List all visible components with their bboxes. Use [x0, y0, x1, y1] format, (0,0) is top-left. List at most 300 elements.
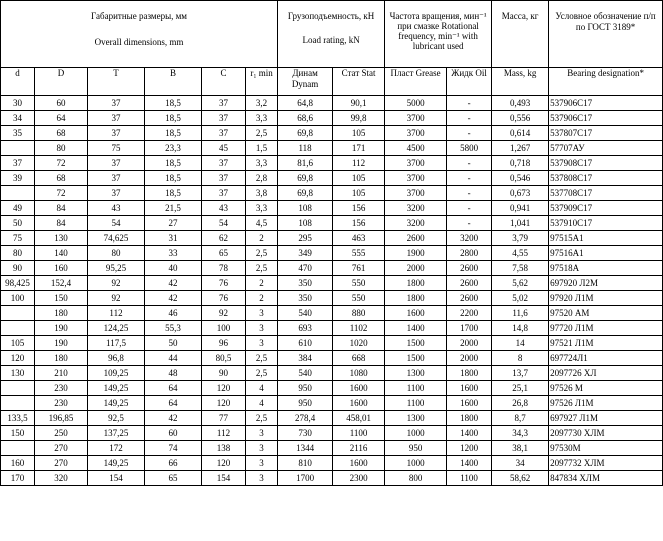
- cell-C: 138: [202, 441, 246, 456]
- cell-B: 27: [145, 216, 202, 231]
- cell-mass: 8: [492, 351, 549, 366]
- cell-oil: 1400: [447, 456, 492, 471]
- cell-oil: -: [447, 111, 492, 126]
- cell-oil: -: [447, 186, 492, 201]
- cell-d: 37: [1, 156, 35, 171]
- col-header-T: T: [88, 68, 145, 96]
- table-row: [1, 276, 663, 291]
- cell-dynamic: 69,8: [278, 171, 333, 186]
- cell-static: 90,1: [333, 96, 385, 111]
- cell-dynamic: 118: [278, 141, 333, 156]
- cell-designation: 97526 Л1М: [549, 396, 663, 411]
- cell-T: 92: [88, 276, 145, 291]
- cell-designation: 537906С17: [549, 111, 663, 126]
- cell-static: 105: [333, 126, 385, 141]
- cell-oil: 1400: [447, 426, 492, 441]
- cell-C: 120: [202, 381, 246, 396]
- table-row: [1, 261, 663, 276]
- cell-C: 78: [202, 261, 246, 276]
- cell-B: 33: [145, 246, 202, 261]
- table-row: [1, 171, 663, 186]
- cell-d: [1, 396, 35, 411]
- cell-T: 37: [88, 171, 145, 186]
- cell-D: 230: [35, 396, 88, 411]
- cell-mass: 0,556: [492, 111, 549, 126]
- cell-B: 64: [145, 381, 202, 396]
- table-row: [1, 126, 663, 141]
- cell-grease: 3200: [385, 201, 447, 216]
- cell-d: [1, 186, 35, 201]
- cell-C: 65: [202, 246, 246, 261]
- cell-mass: 13,7: [492, 366, 549, 381]
- table-row: [1, 201, 663, 216]
- dimensions-header-en: Overall dimensions, mm: [94, 37, 184, 47]
- cell-D: 190: [35, 336, 88, 351]
- cell-designation: 97520 АМ: [549, 306, 663, 321]
- col-header-mass: Mass, kg: [492, 68, 549, 96]
- cell-static: 555: [333, 246, 385, 261]
- cell-designation: 97720 Л1М: [549, 321, 663, 336]
- cell-r1min: 2,5: [246, 411, 278, 426]
- col-header-static: Стат Stat: [333, 68, 385, 96]
- cell-d: 160: [1, 456, 35, 471]
- cell-oil: -: [447, 171, 492, 186]
- cell-oil: -: [447, 216, 492, 231]
- cell-d: 98,425: [1, 276, 35, 291]
- cell-static: 99,8: [333, 111, 385, 126]
- table-row: [1, 216, 663, 231]
- cell-d: 34: [1, 111, 35, 126]
- cell-static: 2300: [333, 471, 385, 486]
- cell-grease: 1500: [385, 351, 447, 366]
- cell-T: 137,25: [88, 426, 145, 441]
- cell-d: 120: [1, 351, 35, 366]
- cell-static: 1600: [333, 381, 385, 396]
- cell-static: 1102: [333, 321, 385, 336]
- cell-r1min: 3: [246, 336, 278, 351]
- cell-static: 171: [333, 141, 385, 156]
- cell-mass: 26,8: [492, 396, 549, 411]
- cell-grease: 3700: [385, 171, 447, 186]
- cell-r1min: 3,3: [246, 201, 278, 216]
- cell-B: 60: [145, 426, 202, 441]
- table-row: [1, 246, 663, 261]
- cell-mass: 38,1: [492, 441, 549, 456]
- cell-D: 60: [35, 96, 88, 111]
- cell-designation: 2097732 ХЛМ: [549, 456, 663, 471]
- cell-B: 42: [145, 276, 202, 291]
- cell-static: 1020: [333, 336, 385, 351]
- cell-dynamic: 350: [278, 276, 333, 291]
- load-rating-header-en: Load rating, kN: [302, 35, 360, 45]
- cell-T: 117,5: [88, 336, 145, 351]
- cell-C: 120: [202, 456, 246, 471]
- cell-C: 154: [202, 471, 246, 486]
- cell-d: 130: [1, 366, 35, 381]
- cell-dynamic: 69,8: [278, 186, 333, 201]
- cell-dynamic: 1700: [278, 471, 333, 486]
- table-row: [1, 441, 663, 456]
- cell-B: 18,5: [145, 126, 202, 141]
- cell-D: 210: [35, 366, 88, 381]
- cell-dynamic: 950: [278, 396, 333, 411]
- cell-designation: 97516А1: [549, 246, 663, 261]
- cell-d: 75: [1, 231, 35, 246]
- cell-B: 66: [145, 456, 202, 471]
- cell-d: [1, 321, 35, 336]
- mass-header-ru: Масса, кг: [501, 11, 539, 21]
- cell-C: 112: [202, 426, 246, 441]
- cell-d: 105: [1, 336, 35, 351]
- cell-dynamic: 64,8: [278, 96, 333, 111]
- cell-C: 62: [202, 231, 246, 246]
- cell-d: 170: [1, 471, 35, 486]
- cell-grease: 5000: [385, 96, 447, 111]
- cell-D: 230: [35, 381, 88, 396]
- load-rating-group-header: [278, 1, 385, 68]
- cell-r1min: 4,5: [246, 216, 278, 231]
- cell-grease: 1600: [385, 306, 447, 321]
- cell-T: 74,625: [88, 231, 145, 246]
- cell-mass: 0,546: [492, 171, 549, 186]
- cell-dynamic: 470: [278, 261, 333, 276]
- table-row: [1, 306, 663, 321]
- cell-dynamic: 950: [278, 381, 333, 396]
- cell-B: 21,5: [145, 201, 202, 216]
- cell-D: 84: [35, 216, 88, 231]
- cell-C: 76: [202, 276, 246, 291]
- table-row: [1, 456, 663, 471]
- cell-B: 18,5: [145, 156, 202, 171]
- cell-oil: -: [447, 126, 492, 141]
- col-header-grease: Пласт Grease: [385, 68, 447, 96]
- cell-oil: 2000: [447, 351, 492, 366]
- cell-B: 42: [145, 291, 202, 306]
- cell-B: 18,5: [145, 111, 202, 126]
- cell-D: 64: [35, 111, 88, 126]
- cell-d: [1, 441, 35, 456]
- cell-dynamic: 693: [278, 321, 333, 336]
- cell-T: 54: [88, 216, 145, 231]
- cell-grease: 3700: [385, 111, 447, 126]
- cell-static: 2116: [333, 441, 385, 456]
- cell-D: 270: [35, 456, 88, 471]
- cell-D: 320: [35, 471, 88, 486]
- cell-C: 37: [202, 156, 246, 171]
- cell-D: 180: [35, 351, 88, 366]
- cell-grease: 4500: [385, 141, 447, 156]
- cell-B: 48: [145, 366, 202, 381]
- cell-B: 31: [145, 231, 202, 246]
- cell-d: 35: [1, 126, 35, 141]
- cell-grease: 2000: [385, 261, 447, 276]
- cell-mass: 7,58: [492, 261, 549, 276]
- cell-C: 54: [202, 216, 246, 231]
- cell-T: 96,8: [88, 351, 145, 366]
- cell-D: 250: [35, 426, 88, 441]
- table-row: [1, 336, 663, 351]
- cell-C: 43: [202, 201, 246, 216]
- cell-r1min: 2: [246, 291, 278, 306]
- col-header-dynamic: Динам Dynam: [278, 68, 333, 96]
- cell-grease: 1400: [385, 321, 447, 336]
- cell-dynamic: 610: [278, 336, 333, 351]
- cell-grease: 1000: [385, 426, 447, 441]
- cell-dynamic: 295: [278, 231, 333, 246]
- cell-dynamic: 384: [278, 351, 333, 366]
- cell-designation: 97518А: [549, 261, 663, 276]
- table-row: [1, 111, 663, 126]
- cell-B: 74: [145, 441, 202, 456]
- cell-r1min: 3: [246, 471, 278, 486]
- cell-static: 1080: [333, 366, 385, 381]
- cell-T: 37: [88, 156, 145, 171]
- cell-designation: 697927 Л1М: [549, 411, 663, 426]
- cell-B: 44: [145, 351, 202, 366]
- cell-static: 761: [333, 261, 385, 276]
- cell-r1min: 2: [246, 231, 278, 246]
- cell-mass: 0,493: [492, 96, 549, 111]
- cell-grease: 1100: [385, 396, 447, 411]
- cell-T: 149,25: [88, 396, 145, 411]
- speed-header: Частота вращения, мин⁻¹ при смазке Rotational frequency, min⁻¹ with lubricant used: [389, 11, 487, 51]
- cell-T: 37: [88, 96, 145, 111]
- cell-mass: 58,62: [492, 471, 549, 486]
- cell-d: 30: [1, 96, 35, 111]
- cell-d: [1, 141, 35, 156]
- cell-B: 42: [145, 411, 202, 426]
- cell-grease: 800: [385, 471, 447, 486]
- cell-designation: 97515А1: [549, 231, 663, 246]
- cell-r1min: 2,5: [246, 246, 278, 261]
- cell-grease: 1300: [385, 366, 447, 381]
- speed-group-header: [385, 1, 492, 68]
- cell-oil: 2600: [447, 291, 492, 306]
- cell-static: 550: [333, 276, 385, 291]
- cell-static: 463: [333, 231, 385, 246]
- cell-oil: 2600: [447, 276, 492, 291]
- table-row: [1, 366, 663, 381]
- cell-d: 50: [1, 216, 35, 231]
- cell-dynamic: 69,8: [278, 126, 333, 141]
- col-header-B: B: [145, 68, 202, 96]
- cell-designation: 97521 Л1М: [549, 336, 663, 351]
- cell-T: 149,25: [88, 456, 145, 471]
- cell-oil: -: [447, 156, 492, 171]
- table-body: [1, 96, 663, 486]
- cell-designation: 2097726 ХЛ: [549, 366, 663, 381]
- cell-designation: 2097730 ХЛМ: [549, 426, 663, 441]
- cell-T: 75: [88, 141, 145, 156]
- cell-oil: 1200: [447, 441, 492, 456]
- cell-T: 154: [88, 471, 145, 486]
- cell-static: 1100: [333, 426, 385, 441]
- cell-dynamic: 730: [278, 426, 333, 441]
- cell-grease: 1800: [385, 276, 447, 291]
- cell-T: 92: [88, 291, 145, 306]
- cell-B: 23,3: [145, 141, 202, 156]
- cell-T: 124,25: [88, 321, 145, 336]
- cell-r1min: 2,5: [246, 126, 278, 141]
- cell-C: 80,5: [202, 351, 246, 366]
- cell-static: 1600: [333, 396, 385, 411]
- cell-T: 37: [88, 186, 145, 201]
- cell-C: 37: [202, 96, 246, 111]
- table-row: [1, 381, 663, 396]
- cell-r1min: 3,2: [246, 96, 278, 111]
- cell-d: 80: [1, 246, 35, 261]
- cell-dynamic: 540: [278, 306, 333, 321]
- cell-mass: 34: [492, 456, 549, 471]
- table-row: [1, 471, 663, 486]
- cell-static: 880: [333, 306, 385, 321]
- cell-dynamic: 108: [278, 201, 333, 216]
- cell-T: 80: [88, 246, 145, 261]
- table-row: [1, 156, 663, 171]
- cell-d: 49: [1, 201, 35, 216]
- cell-oil: -: [447, 201, 492, 216]
- table-row: [1, 96, 663, 111]
- cell-d: 100: [1, 291, 35, 306]
- cell-C: 100: [202, 321, 246, 336]
- cell-B: 50: [145, 336, 202, 351]
- cell-T: 37: [88, 111, 145, 126]
- cell-grease: 1000: [385, 456, 447, 471]
- cell-dynamic: 349: [278, 246, 333, 261]
- cell-dynamic: 278,4: [278, 411, 333, 426]
- dimensions-group-header: [1, 1, 278, 68]
- cell-mass: 4,55: [492, 246, 549, 261]
- cell-oil: -: [447, 96, 492, 111]
- cell-static: 112: [333, 156, 385, 171]
- cell-T: 149,25: [88, 381, 145, 396]
- load-rating-header-ru: Грузоподъемность, кН: [287, 11, 375, 21]
- cell-static: 458,01: [333, 411, 385, 426]
- cell-D: 190: [35, 321, 88, 336]
- table-row: [1, 351, 663, 366]
- cell-r1min: 2: [246, 276, 278, 291]
- cell-designation: 847834 ХЛМ: [549, 471, 663, 486]
- cell-oil: 3200: [447, 231, 492, 246]
- cell-B: 18,5: [145, 171, 202, 186]
- cell-designation: 537807С17: [549, 126, 663, 141]
- cell-C: 37: [202, 126, 246, 141]
- cell-mass: 0,718: [492, 156, 549, 171]
- cell-grease: 1500: [385, 336, 447, 351]
- designation-header: [549, 1, 663, 68]
- cell-grease: 2600: [385, 231, 447, 246]
- table-row: [1, 186, 663, 201]
- cell-r1min: 2,5: [246, 351, 278, 366]
- cell-r1min: 3,8: [246, 186, 278, 201]
- cell-C: 37: [202, 186, 246, 201]
- cell-dynamic: 108: [278, 216, 333, 231]
- cell-dynamic: 81,6: [278, 156, 333, 171]
- cell-D: 196,85: [35, 411, 88, 426]
- cell-dynamic: 540: [278, 366, 333, 381]
- cell-grease: 1800: [385, 291, 447, 306]
- cell-r1min: 1,5: [246, 141, 278, 156]
- col-header-D: D: [35, 68, 88, 96]
- cell-D: 270: [35, 441, 88, 456]
- cell-mass: 1,041: [492, 216, 549, 231]
- cell-mass: 5,62: [492, 276, 549, 291]
- cell-D: 150: [35, 291, 88, 306]
- cell-B: 18,5: [145, 186, 202, 201]
- cell-T: 37: [88, 126, 145, 141]
- cell-grease: 3700: [385, 156, 447, 171]
- cell-D: 72: [35, 156, 88, 171]
- cell-r1min: 3,3: [246, 111, 278, 126]
- cell-mass: 14,8: [492, 321, 549, 336]
- cell-oil: 5800: [447, 141, 492, 156]
- cell-grease: 3700: [385, 186, 447, 201]
- cell-C: 96: [202, 336, 246, 351]
- cell-mass: 0,941: [492, 201, 549, 216]
- cell-T: 43: [88, 201, 145, 216]
- col-header-designation: Bearing designation*: [549, 68, 663, 96]
- cell-oil: 1600: [447, 381, 492, 396]
- cell-C: 37: [202, 171, 246, 186]
- cell-mass: 0,673: [492, 186, 549, 201]
- cell-designation: 697724Л1: [549, 351, 663, 366]
- cell-D: 130: [35, 231, 88, 246]
- cell-r1min: 2,5: [246, 261, 278, 276]
- cell-dynamic: 810: [278, 456, 333, 471]
- cell-d: [1, 381, 35, 396]
- cell-static: 550: [333, 291, 385, 306]
- dimensions-header-ru: Габаритные размеры, мм: [91, 11, 188, 21]
- cell-mass: 14: [492, 336, 549, 351]
- cell-d: 90: [1, 261, 35, 276]
- cell-grease: 1900: [385, 246, 447, 261]
- table-row: [1, 291, 663, 306]
- cell-mass: 25,1: [492, 381, 549, 396]
- cell-mass: 34,3: [492, 426, 549, 441]
- cell-oil: 1600: [447, 396, 492, 411]
- cell-C: 92: [202, 306, 246, 321]
- cell-oil: 1700: [447, 321, 492, 336]
- cell-mass: 3,79: [492, 231, 549, 246]
- cell-designation: 537906С17: [549, 96, 663, 111]
- cell-C: 90: [202, 366, 246, 381]
- cell-mass: 0,614: [492, 126, 549, 141]
- cell-d: 150: [1, 426, 35, 441]
- cell-oil: 1800: [447, 411, 492, 426]
- cell-designation: 97526 М: [549, 381, 663, 396]
- header-row-columns: [1, 68, 663, 96]
- cell-designation: 97530М: [549, 441, 663, 456]
- cell-D: 180: [35, 306, 88, 321]
- cell-r1min: 3: [246, 441, 278, 456]
- cell-r1min: 4: [246, 396, 278, 411]
- cell-D: 68: [35, 126, 88, 141]
- cell-B: 18,5: [145, 96, 202, 111]
- cell-grease: 3200: [385, 216, 447, 231]
- cell-d: 133,5: [1, 411, 35, 426]
- cell-static: 668: [333, 351, 385, 366]
- table-row: [1, 426, 663, 441]
- header-row-groups: [1, 1, 663, 68]
- cell-oil: 2600: [447, 261, 492, 276]
- table-row: [1, 141, 663, 156]
- cell-static: 156: [333, 201, 385, 216]
- cell-r1min: 2,5: [246, 366, 278, 381]
- table-row: [1, 396, 663, 411]
- cell-r1min: 3,3: [246, 156, 278, 171]
- cell-r1min: 3: [246, 321, 278, 336]
- cell-designation: 537808С17: [549, 171, 663, 186]
